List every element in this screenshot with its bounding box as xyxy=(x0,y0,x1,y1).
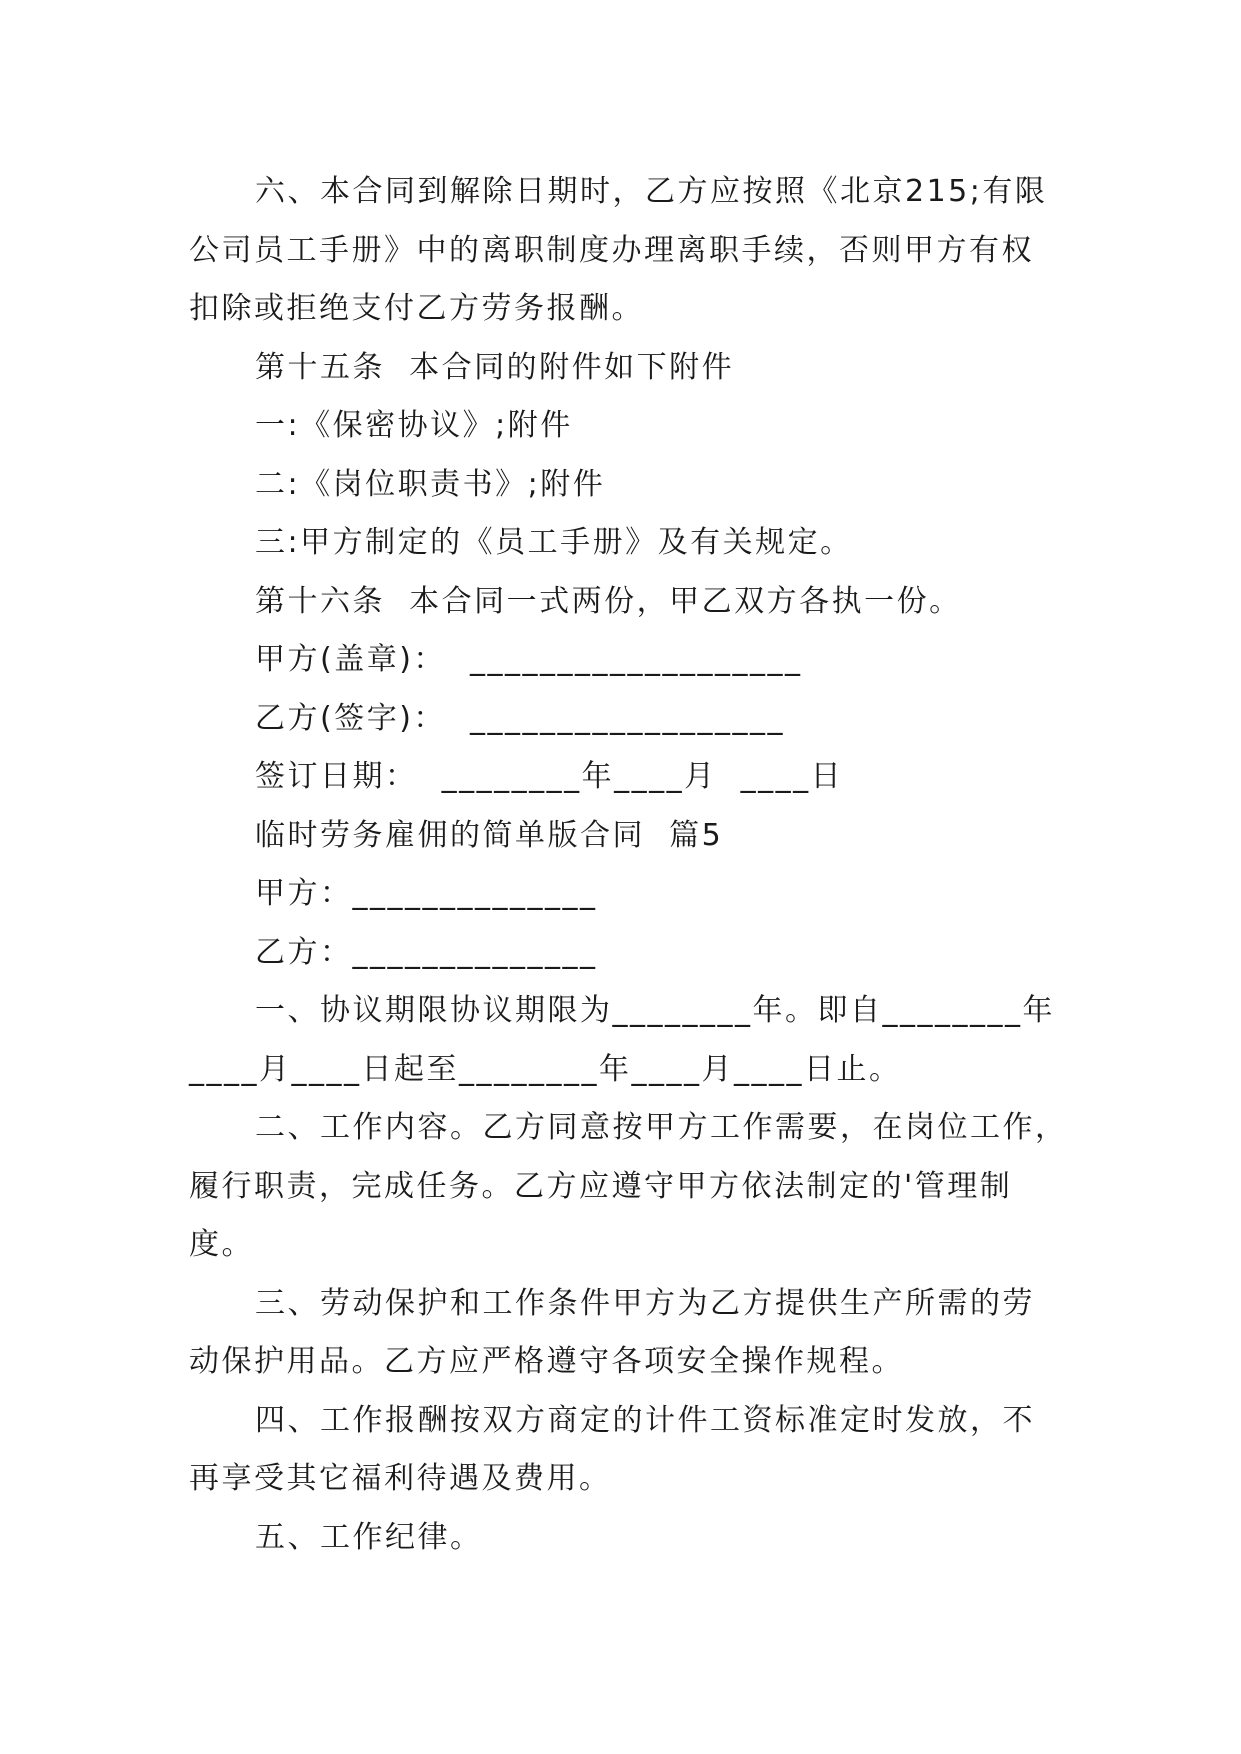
attachment-one: 一:《保密协议》;附件 xyxy=(255,408,573,443)
paragraph-six-line-3: 扣除或拒绝支付乙方劳务报酬。 xyxy=(189,291,644,326)
attachment-three: 三:甲方制定的《员工手册》及有关规定。 xyxy=(255,525,853,560)
party-b-signature-line: 乙方(签字)： __________________ xyxy=(255,700,785,736)
document-body xyxy=(189,163,1068,1567)
paragraph-six-line-1: 六、本合同到解除日期时，乙方应按照《北京215;有限 xyxy=(255,174,1048,209)
article-sixteen: 第十六条 本合同一式两份，甲乙双方各执一份。 xyxy=(255,583,962,619)
paragraph-six-line-2: 公司员工手册》中的离职制度办理离职手续，否则甲方有权 xyxy=(189,232,1034,268)
signing-date-line: 签订日期： ________年____月 ____日 xyxy=(255,759,844,794)
party-b-line: 乙方：______________ xyxy=(255,934,598,970)
labor-protection-line-1: 三、劳动保护和工作条件甲方为乙方提供生产所需的劳 xyxy=(255,1285,1035,1321)
work-content-line-3: 度。 xyxy=(189,1227,254,1262)
term-clause-line-1: 一、协议期限协议期限为________年。即自________年 xyxy=(255,993,1055,1028)
term-clause-line-2: ____月____日起至________年____月____日止。 xyxy=(189,1051,902,1087)
labor-protection-line-2: 动保护用品。乙方应严格遵守各项安全操作规程。 xyxy=(189,1344,904,1379)
article-fifteen-heading: 第十五条 本合同的附件如下附件 xyxy=(255,349,735,385)
work-discipline-heading: 五、工作纪律。 xyxy=(255,1519,483,1555)
work-content-line-1: 二、工作内容。乙方同意按甲方工作需要，在岗位工作， xyxy=(255,1110,1068,1145)
attachment-two: 二:《岗位职责书》;附件 xyxy=(255,466,606,502)
contract-title: 临时劳务雇佣的简单版合同 篇5 xyxy=(255,817,724,853)
party-a-seal-line: 甲方(盖章)： ___________________ xyxy=(255,642,803,677)
work-content-line-2: 履行职责，完成任务。乙方应遵守甲方依法制定的'管理制 xyxy=(189,1168,1013,1204)
remuneration-line-1: 四、工作报酬按双方商定的计件工资标准定时发放，不 xyxy=(255,1402,1035,1438)
remuneration-line-2: 再享受其它福利待遇及费用。 xyxy=(189,1461,612,1496)
party-a-line: 甲方：______________ xyxy=(255,876,598,911)
